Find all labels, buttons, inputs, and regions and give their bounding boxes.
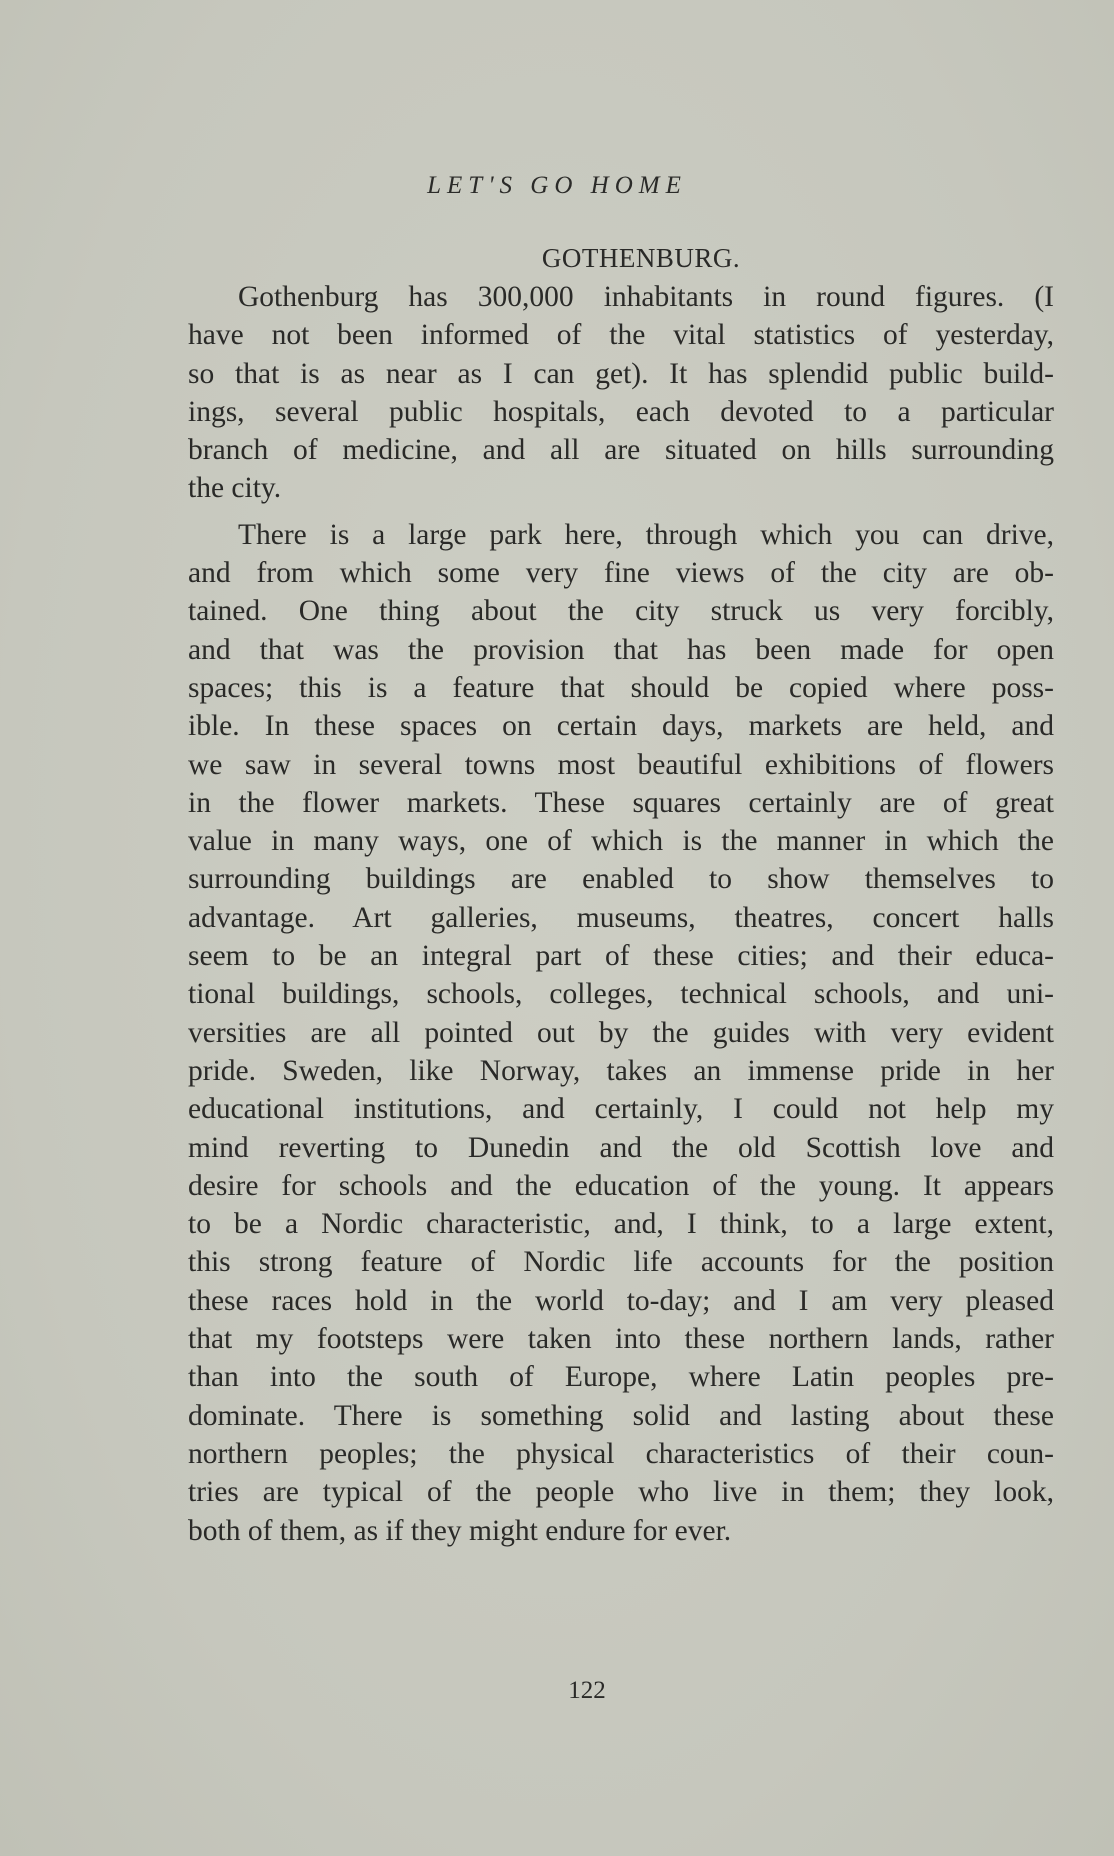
text-line: versities are all pointed out by the guides with very evident xyxy=(188,1016,1054,1049)
text-line: spaces; this is a feature that should be copied where poss- xyxy=(188,671,1054,704)
text-line: desire for schools and the education of the young. It appears xyxy=(188,1169,1054,1202)
text-line: seem to be an integral part of these cities; and their educa- xyxy=(188,940,1054,973)
text-line: tries are typical of the people who live in them; they look, xyxy=(188,1476,1054,1509)
text-line: these races hold in the world to-day; and I am very pleased xyxy=(188,1284,1054,1317)
text-line: advantage. Art galleries, museums, theatres, concert halls xyxy=(188,901,1054,934)
text-line: tional buildings, schools, colleges, technical schools, and uni- xyxy=(188,978,1054,1011)
text-line: educational institutions, and certainly, I could not help my xyxy=(188,1093,1054,1126)
text-line: surrounding buildings are enabled to show themselves to xyxy=(188,863,1054,896)
text-line: mind reverting to Dunedin and the old Scottish love and xyxy=(188,1131,1054,1164)
text-line: have not been informed of the vital statistics of yesterday, xyxy=(188,319,1054,352)
text-line: value in many ways, one of which is the manner in which the xyxy=(188,825,1054,858)
text-line: branch of medicine, and all are situated on hills surrounding xyxy=(188,434,1054,467)
text-line: Gothenburg has 300,000 inhabitants in round figures. (I xyxy=(238,281,1054,313)
text-line: we saw in several towns most beautiful exhibitions of flowers xyxy=(188,748,1054,781)
text-line: than into the south of Europe, where Latin peoples pre- xyxy=(188,1361,1054,1394)
text-line: ible. In these spaces on certain days, markets are held, and xyxy=(188,710,1054,743)
paragraph-gap xyxy=(188,508,1054,516)
page-number: 122 xyxy=(568,1677,606,1704)
text-line: tained. One thing about the city struck us very forcibly, xyxy=(188,595,1054,628)
paragraph xyxy=(188,278,1054,508)
text-line: this strong feature of Nordic life accounts for the position xyxy=(188,1246,1054,1279)
text-line: that my footsteps were taken into these northern lands, rather xyxy=(188,1323,1054,1356)
text-line: the city. xyxy=(188,472,282,505)
text-line: both of them, as if they might endure for ever. xyxy=(188,1514,732,1547)
text-line: in the flower markets. These squares certainly are of great xyxy=(188,786,1054,819)
text-line: and from which some very fine views of the city are ob- xyxy=(188,557,1054,590)
text-line: There is a large park here, through which you can drive, xyxy=(238,518,1054,551)
paragraph xyxy=(188,516,1054,1550)
text-line: ings, several public hospitals, each devoted to a particular xyxy=(188,395,1054,428)
text-line: pride. Sweden, like Norway, takes an immense pride in her xyxy=(188,1054,1054,1087)
running-head: LET'S GO HOME xyxy=(427,172,687,199)
text-line: to be a Nordic characteristic, and, I think, to a large extent, xyxy=(188,1208,1054,1241)
text-line: dominate. There is something solid and lasting about these xyxy=(188,1399,1054,1432)
section-title: GOTHENBURG. xyxy=(541,243,741,273)
text-line: and that was the provision that has been made for open xyxy=(188,633,1054,666)
paragraphs xyxy=(188,278,1054,1550)
body-text xyxy=(188,240,1054,1550)
text-line: northern peoples; the physical characteristics of their coun- xyxy=(188,1437,1054,1470)
text-line: so that is as near as I can get). It has splendid public build- xyxy=(188,357,1054,390)
